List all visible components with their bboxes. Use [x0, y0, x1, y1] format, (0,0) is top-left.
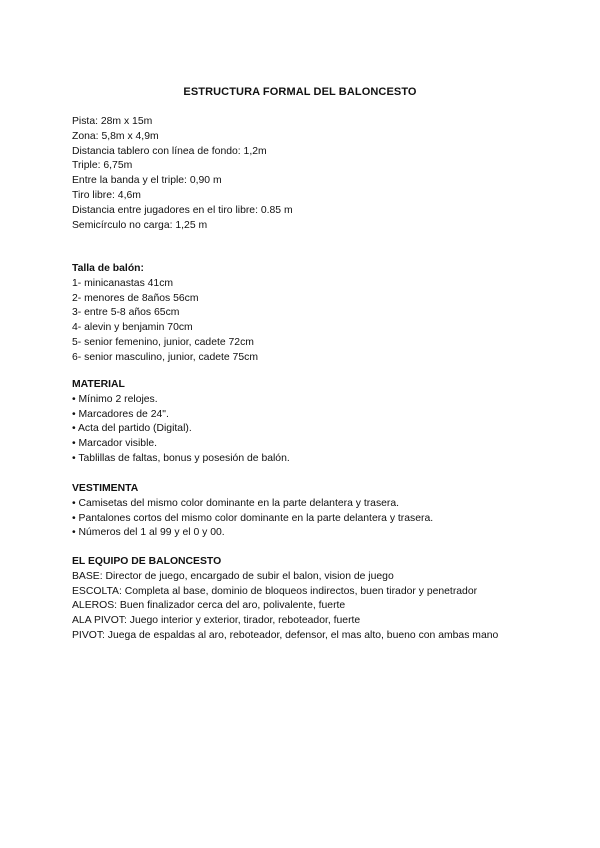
dimension-line: Semicírculo no carga: 1,25 m [72, 219, 208, 231]
ball-size-item: 1- minicanastas 41cm [72, 277, 174, 289]
team-position-item: BASE: Director de juego, encargado de subir el balon, vision de juego [72, 570, 394, 582]
ball-size-item: 4- alevin y benjamin 70cm [72, 322, 193, 334]
material-item: • Tablillas de faltas, bonus y posesión de balón. [72, 452, 290, 464]
material-item: • Mínimo 2 relojes. [72, 393, 158, 405]
material-heading: MATERIAL [72, 379, 125, 390]
material-section [72, 378, 572, 467]
dimension-line: Tiro libre: 4,6m [72, 189, 141, 201]
ball-size-item: 2- menores de 8años 56cm [72, 292, 199, 304]
material-item: • Acta del partido (Digital). [72, 423, 192, 435]
dimension-line: Distancia entre jugadores en el tiro libre: 0.85 m [72, 204, 293, 216]
dimension-line: Entre la banda y el triple: 0,90 m [72, 175, 222, 187]
team-position-item: ALA PIVOT: Juego interior y exterior, tirador, reboteador, fuerte [72, 615, 361, 627]
team-heading: EL EQUIPO DE BALONCESTO [72, 556, 222, 567]
dimension-line: Zona: 5,8m x 4,9m [72, 130, 159, 142]
vestimenta-item: • Números del 1 al 99 y el 0 y 00. [72, 527, 225, 539]
ball-size-item: 5- senior femenino, junior, cadete 72cm [72, 336, 254, 348]
vestimenta-heading: VESTIMENTA [72, 483, 139, 494]
dimension-line: Triple: 6,75m [72, 160, 133, 172]
dimension-line: Distancia tablero con línea de fondo: 1,2m [72, 145, 267, 157]
material-item: • Marcadores de 24". [72, 408, 169, 420]
material-item: • Marcador visible. [72, 438, 158, 450]
team-section [72, 555, 572, 644]
ball-size-item: 3- entre 5-8 años 65cm [72, 307, 180, 319]
court-dimensions-section [72, 115, 572, 233]
ball-size-section [72, 262, 572, 366]
document-title: ESTRUCTURA FORMAL DEL BALONCESTO [183, 86, 417, 98]
team-position-item: PIVOT: Juega de espaldas al aro, reboteador, defensor, el mas alto, bueno con ambas mano [72, 629, 499, 641]
dimension-line: Pista: 28m x 15m [72, 116, 153, 127]
vestimenta-section [72, 482, 572, 541]
vestimenta-item: • Pantalones cortos del mismo color dominante en la parte delantera y trasera. [72, 512, 434, 524]
team-position-item: ESCOLTA: Completa al base, dominio de bloqueos indirectos, buen tirador y penetrador [72, 585, 478, 597]
team-position-item: ALEROS: Buen finalizador cerca del aro, polivalente, fuerte [72, 600, 346, 612]
ball-size-item: 6- senior masculino, junior, cadete 75cm [72, 351, 258, 363]
vestimenta-item: • Camisetas del mismo color dominante en la parte delantera y trasera. [72, 497, 400, 509]
ball-size-heading: Talla de balón: [72, 263, 144, 274]
